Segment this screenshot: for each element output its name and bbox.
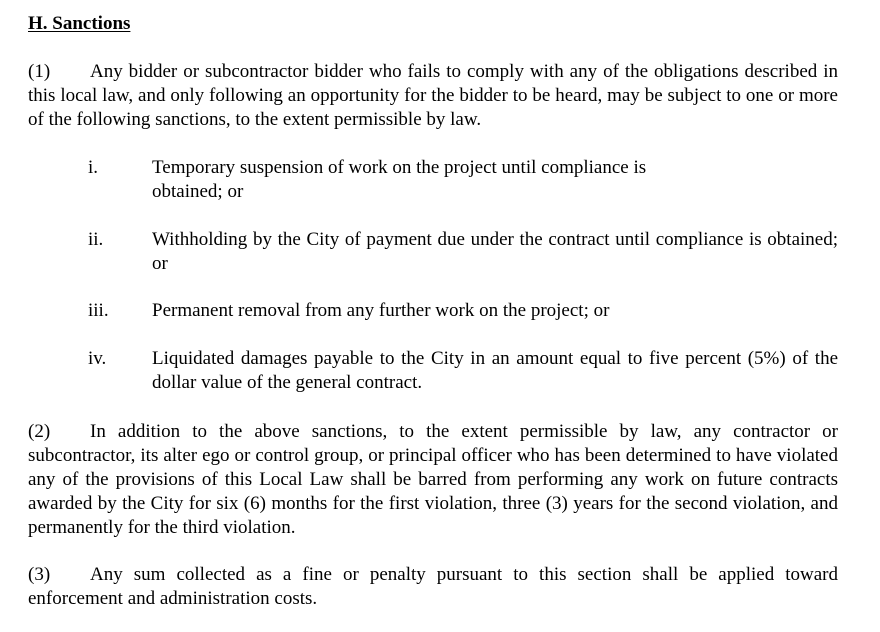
sanction-item-i — [88, 156, 648, 204]
paragraph-text: Any bidder or subcontractor bidder who fails to comply with any of the obligations described in this local law, and only following an opportunity for the bidder to be heard, may be subject to one or more of the following sanctions, to the extent permissible by law. — [28, 61, 838, 130]
list-item-text: Temporary suspension of work on the project until compliance is obtained; or — [152, 157, 647, 202]
paragraph-1 — [28, 60, 838, 132]
list-numeral: i. — [88, 157, 99, 178]
list-item-text: Permanent removal from any further work on the project; or — [152, 300, 610, 321]
paragraph-text: Any sum collected as a fine or penalty pursuant to this section shall be applied toward enforcement and administration costs. — [28, 564, 838, 609]
paragraph-3 — [28, 563, 838, 611]
list-item-text: Liquidated damages payable to the City in an amount equal to five percent (5%) of the dollar value of the general contract. — [152, 348, 838, 393]
paragraph-number: (1) — [28, 61, 51, 82]
sanction-item-ii — [88, 228, 838, 276]
list-numeral: ii. — [88, 229, 104, 250]
section-heading: H. Sanctions — [28, 13, 131, 34]
paragraph-2 — [28, 420, 838, 540]
list-numeral: iv. — [88, 348, 107, 369]
list-item-text: Withholding by the City of payment due under the contract until compliance is obtained; or — [152, 229, 838, 274]
sanction-item-iv — [88, 347, 838, 395]
sanction-item-iii — [88, 299, 838, 323]
paragraph-text: In addition to the above sanctions, to the extent permissible by law, any contractor or subcontractor, its alter ego or control group, or principal officer who has been determined to have violated any of the provisions of this Local Law shall be barred from performing any work on future contracts awarded by the City for six (6) months for the first violation, three (3) years for the second violation, and permanently for the third violation. — [28, 421, 838, 538]
paragraph-number: (3) — [28, 564, 51, 585]
paragraph-number: (2) — [28, 421, 51, 442]
list-numeral: iii. — [88, 300, 109, 321]
